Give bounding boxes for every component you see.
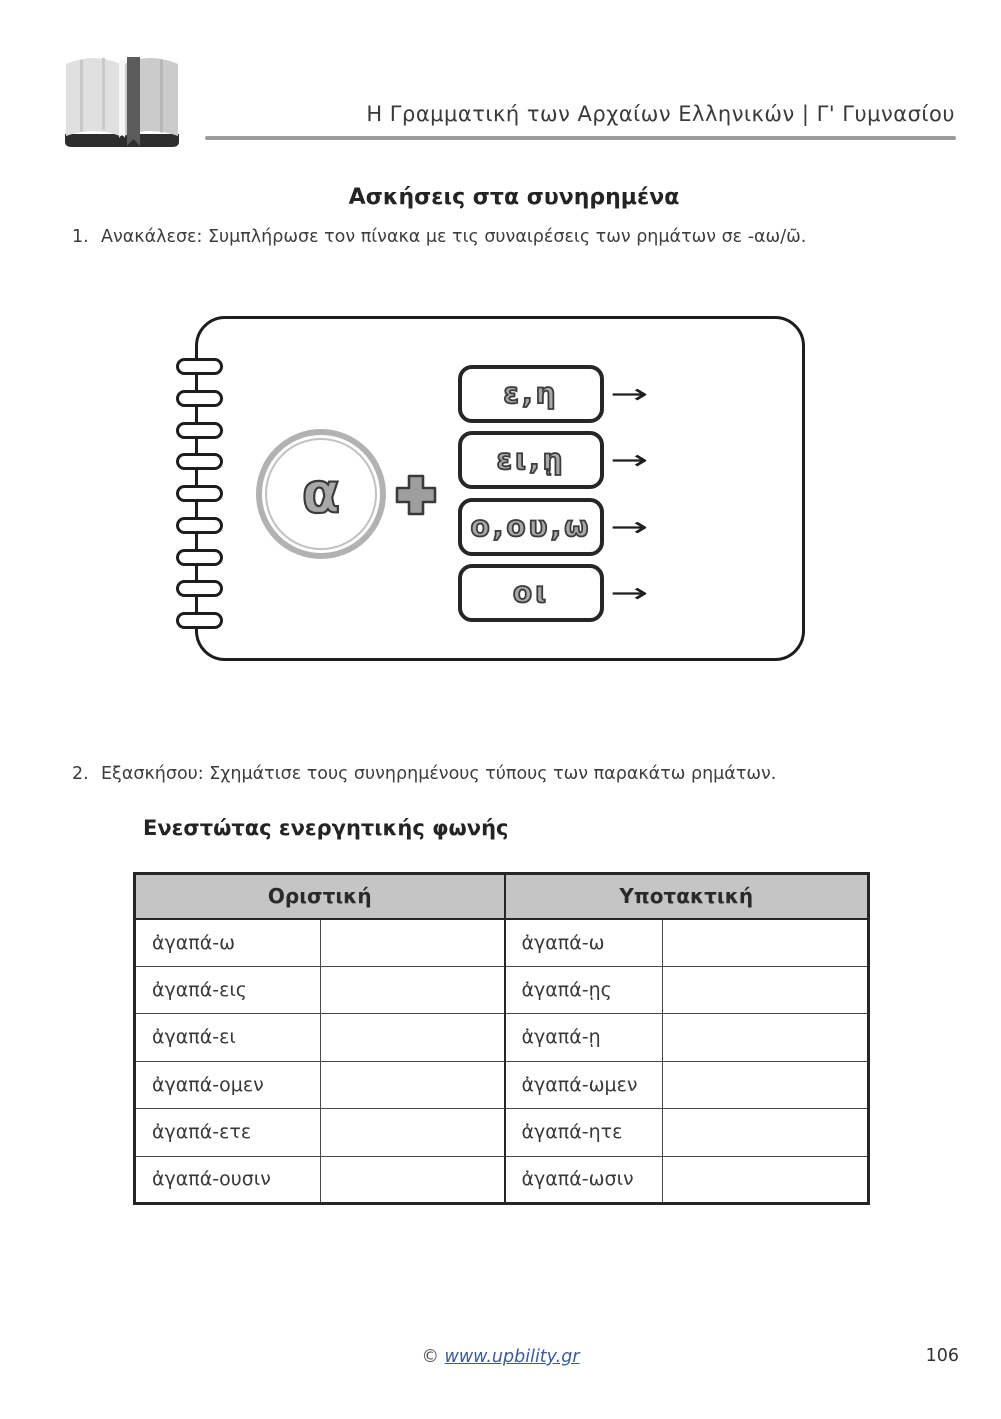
right-arrow-icon: → <box>610 378 649 410</box>
section-heading: Ενεστώτας ενεργητικής φωνής <box>143 816 509 840</box>
ending-box-oi <box>458 564 604 622</box>
page-title: Ασκήσεις στα συνηρημένα <box>348 185 680 210</box>
upbility-link[interactable]: www.upbility.gr <box>444 1347 580 1367</box>
notebook-diagram <box>195 316 805 661</box>
right-arrow-icon: → <box>610 577 649 609</box>
page-number: 106 <box>925 1346 959 1366</box>
table-row <box>135 1061 869 1109</box>
spiral-ring-icon <box>176 453 223 470</box>
stem-circle <box>256 429 386 559</box>
ending-box-o-ou-w <box>458 498 604 556</box>
subjunctive-answer-cell <box>663 1014 869 1062</box>
conjugation-table <box>133 872 870 1205</box>
subjunctive-form: ἀγαπά-ωμεν <box>505 1061 663 1109</box>
ending-label: ει,ῃ <box>496 443 566 476</box>
ending-label: ο,ου,ω <box>470 510 592 543</box>
exercise-1-text: Ανακάλεσε: Συμπλήρωσε τον πίνακα με τις συναιρέσεις των ρημάτων σε -αω/ῶ. <box>101 227 807 247</box>
spiral-ring-icon <box>176 390 223 407</box>
subjunctive-form: ἀγαπά-ῃς <box>505 966 663 1014</box>
subjunctive-answer-cell <box>663 966 869 1014</box>
subjunctive-form: ἀγαπά-ω <box>505 919 663 967</box>
subjunctive-answer-cell <box>663 1109 869 1157</box>
exercise-1-number: 1. <box>72 227 89 247</box>
exercise-2-text: Εξασκήσου: Σχημάτισε τους συνηρημένους τύπους των παρακάτω ρημάτων. <box>101 764 777 784</box>
stem-letter: α <box>301 461 341 526</box>
exercise-2 <box>72 764 961 784</box>
header-subjunctive: Υποτακτική <box>505 874 869 919</box>
exercise-1 <box>72 227 961 247</box>
subjunctive-form: ἀγαπά-ῃ <box>505 1014 663 1062</box>
subjunctive-form: ἀγαπά-ητε <box>505 1109 663 1157</box>
ending-box-ei-hi <box>458 431 604 489</box>
spiral-ring-icon <box>176 358 223 375</box>
indicative-form: ἀγαπά-ουσιν <box>135 1156 321 1204</box>
subjunctive-answer-cell <box>663 919 869 967</box>
header-indicative: Οριστική <box>135 874 505 919</box>
table-header-row <box>135 874 869 919</box>
plus-icon <box>394 473 438 521</box>
subjunctive-answer-cell <box>663 1156 869 1204</box>
indicative-form: ἀγαπά-εις <box>135 966 321 1014</box>
indicative-form: ἀγαπά-ει <box>135 1014 321 1062</box>
indicative-answer-cell <box>321 966 505 1014</box>
indicative-answer-cell <box>321 919 505 967</box>
indicative-answer-cell <box>321 1014 505 1062</box>
footer <box>0 1347 1001 1367</box>
header-title: Η Γραμματική των Αρχαίων Ελληνικών | Γ' Γυμνασίου <box>366 102 955 126</box>
exercise-2-number: 2. <box>72 764 89 784</box>
subjunctive-form: ἀγαπά-ωσιν <box>505 1156 663 1204</box>
right-arrow-icon: → <box>610 511 649 543</box>
spiral-ring-icon <box>176 485 223 502</box>
indicative-form: ἀγαπά-ομεν <box>135 1061 321 1109</box>
spiral-ring-icon <box>176 549 223 566</box>
indicative-answer-cell <box>321 1109 505 1157</box>
right-arrow-icon: → <box>610 444 649 476</box>
copyright-symbol: © <box>421 1347 439 1367</box>
indicative-answer-cell <box>321 1156 505 1204</box>
open-book-icon <box>56 44 188 156</box>
ending-label: οι <box>512 576 550 609</box>
table-row <box>135 1014 869 1062</box>
ending-box-e-h <box>458 365 604 423</box>
spiral-ring-icon <box>176 517 223 534</box>
table-row <box>135 1109 869 1157</box>
stem-circle-inner <box>265 438 377 550</box>
spiral-ring-icon <box>176 422 223 439</box>
table-row <box>135 919 869 967</box>
indicative-answer-cell <box>321 1061 505 1109</box>
subjunctive-answer-cell <box>663 1061 869 1109</box>
table-row <box>135 966 869 1014</box>
header-rule <box>205 136 956 140</box>
indicative-form: ἀγαπά-ω <box>135 919 321 967</box>
indicative-form: ἀγαπά-ετε <box>135 1109 321 1157</box>
ending-label: ε,η <box>503 377 559 410</box>
spiral-ring-icon <box>176 612 223 629</box>
table-row <box>135 1156 869 1204</box>
spiral-ring-icon <box>176 580 223 597</box>
